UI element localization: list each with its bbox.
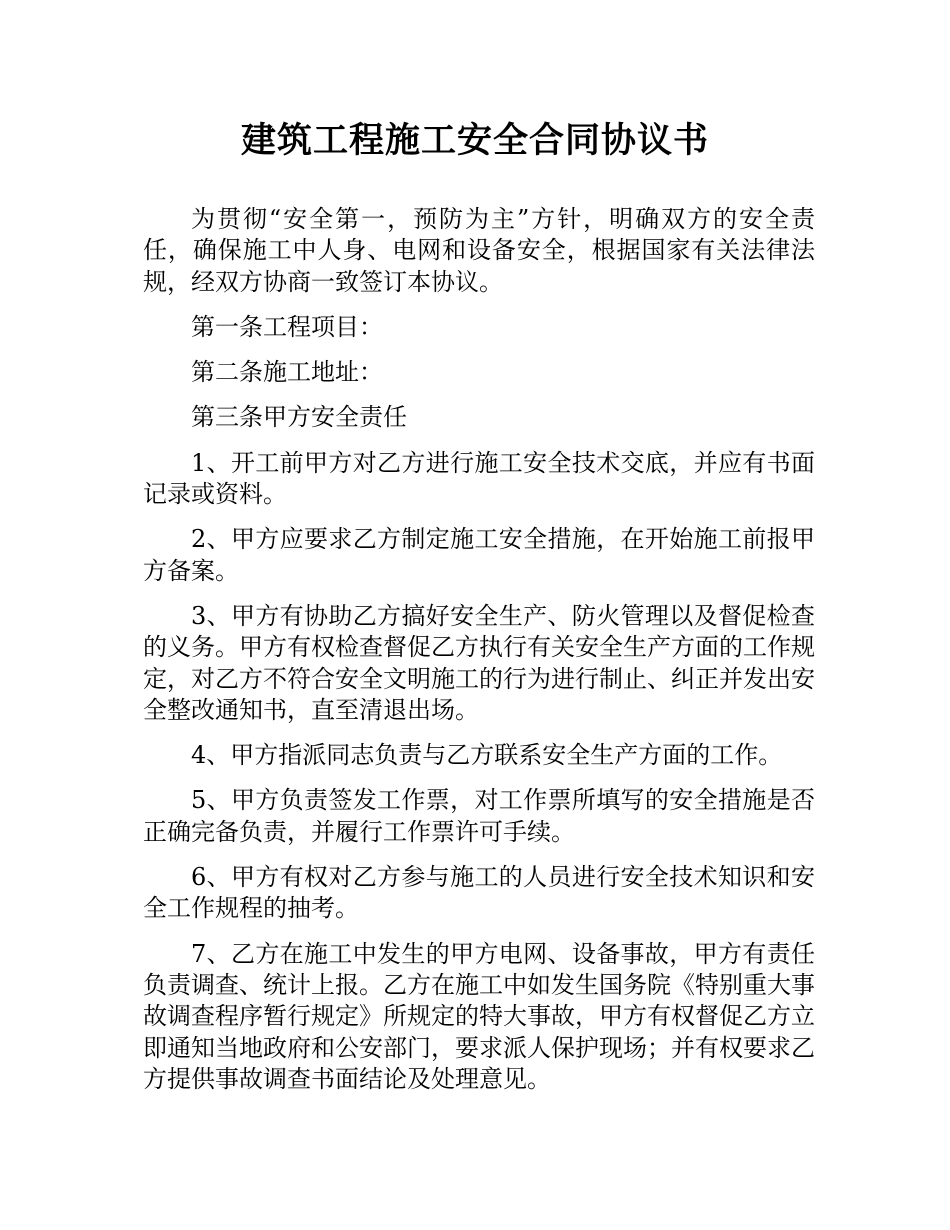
paragraph-preamble: 为贯彻“安全第一，预防为主”方针，明确双方的安全责任，确保施工中人身、电网和设备安全，根据国家有关法律法规，经双方协商一致签订本协议。 [143, 205, 815, 296]
document-title: 建筑工程施工安全合同协议书 [240, 121, 709, 161]
paragraph-clause-4: 4、甲方指派同志负责与乙方联系安全生产方面的工作。 [191, 741, 783, 770]
paragraph-clause-7: 7、乙方在施工中发生的甲方电网、设备事故，甲方有责任负责调查、统计上报。乙方在施工中如发生国务院《特别重大事故调查程序暂行规定》所规定的特大事故，甲方有权督促乙方立即通知当地政府和公安部门，要求派人保护现场；并有权要求乙方提供事故调查书面结论及处理意见。 [143, 939, 815, 1093]
paragraph-clause-2: 2、甲方应要求乙方制定施工安全措施，在开始施工前报甲方备案。 [143, 525, 815, 585]
paragraph-clause-3: 3、甲方有协助乙方搞好安全生产、防火管理以及督促检查的义务。甲方有权检查督促乙方执行有关安全生产方面的工作规定，对乙方不符合安全文明施工的行为进行制止、纠正并发出安全整改通知书，直至清退出场。 [143, 601, 815, 724]
document-body [143, 204, 815, 1109]
paragraph-clause-6: 6、甲方有权对乙方参与施工的人员进行安全技术知识和安全工作规程的抽考。 [143, 863, 815, 923]
paragraph-article-2-address: 第二条施工地址： [191, 358, 383, 387]
paragraph-article-3-heading: 第三条甲方安全责任 [191, 403, 407, 432]
paragraph-clause-5: 5、甲方负责签发工作票，对工作票所填写的安全措施是否正确完备负责，并履行工作票许可手续。 [143, 786, 815, 846]
paragraph-article-1-project: 第一条工程项目： [191, 312, 383, 341]
paragraph-clause-1: 1、开工前甲方对乙方进行施工安全技术交底，并应有书面记录或资料。 [143, 448, 815, 509]
